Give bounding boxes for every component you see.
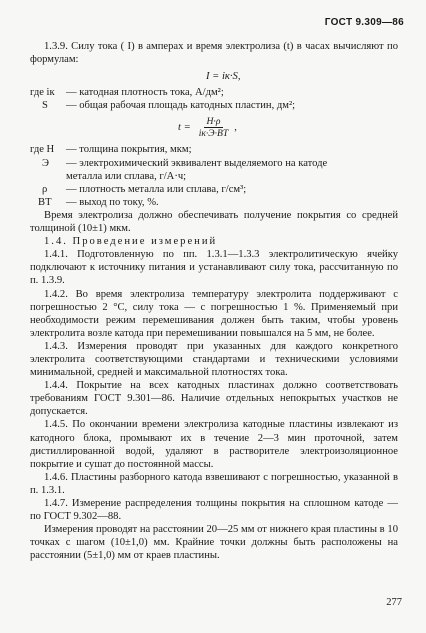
paragraph-1-4-1: 1.4.1. Подготовленную по пп. 1.3.1—1.3.3 электролитическую ячейку подключают к источнику питания и устанавливают силу тока, рассчитанную по п. 1.3.9. — [30, 249, 398, 287]
paragraph-1-4-7: 1.4.7. Измерение распределения толщины покрытия на сплошном катоде — по ГОСТ 9.302—88. — [30, 498, 398, 523]
definition-term: где iк — [30, 87, 55, 99]
definition-term: Э — [42, 157, 49, 169]
definition-text: — толщина покрытия, мкм; — [66, 144, 192, 156]
formula-time-tail: , — [234, 122, 237, 134]
formula-time-denominator: iк·Э·BT — [198, 128, 229, 140]
definition-term: ρ — [42, 183, 48, 195]
formula-time-lhs: t = — [178, 122, 191, 134]
definition-term: BT — [38, 196, 52, 208]
definition-row — [30, 170, 398, 183]
paragraph-1-4-5: 1.4.5. По окончании времени электролиза катодные пластины извлекают из катодного блока, промывают их в течение 2—3 мин проточной, затем дистиллированной водой, удаляют в растворителе электроизоляционное покрытие и сушат до постоянной массы. — [30, 419, 398, 470]
definition-text: — катодная плотность тока, А/дм²; — [66, 87, 224, 99]
definition-row — [30, 86, 398, 99]
definition-row — [30, 196, 398, 209]
definition-text: — электрохимический эквивалент выделяемого на катоде — [66, 157, 328, 169]
paragraph-1-4-4: 1.4.4. Покрытие на всех катодных пластинах должно соответствовать требованиям ГОСТ 9.301—86. Наличие отдельных непокрытых участков не допускается. — [30, 380, 398, 418]
page-header: ГОСТ 9.309—86 — [324, 17, 404, 28]
paragraph-1-3-9: 1.3.9. Силу тока ( I) в амперах и время электролиза (t) в часах вычисляют по формулам: — [30, 41, 398, 66]
definition-row — [30, 183, 398, 196]
definition-text: — выход по току, %. — [66, 196, 159, 208]
paragraph-1-4-2: 1.4.2. Во время электролиза температуру электролита поддерживают с погрешностью 2 °С, силу тока — с погрешностью 1 %. Применяемый при необходимости режим перемешивания должен быть таким, чтобы уровень электролита возле катода при перемешивании повышался на 5 мм, не более. — [30, 288, 398, 339]
formula-time-numerator: H·ρ — [204, 116, 224, 128]
paragraph-electrolysis-time: Время электролиза должно обеспечивать получение покрытия со средней толщиной (10±1) мкм. — [30, 209, 398, 235]
definition-term: S — [42, 100, 48, 112]
formula-time-fraction — [199, 116, 228, 139]
page-body — [30, 40, 398, 562]
definition-text: металла или сплава, г/А·ч; — [66, 170, 187, 182]
formula-time — [30, 116, 398, 139]
paragraph-measurement-points: Измерения проводят на расстоянии 20—25 мм от нижнего края пластины в 10 точках с шагом (10±1,0) мм. Крайние точки должны быть расположены на расстоянии (5±1,0) мм от краев пластины. — [30, 524, 398, 562]
definition-row — [30, 99, 398, 112]
definition-text: — общая рабочая площадь катодных пластин, дм²; — [66, 100, 296, 112]
section-heading-1-4: 1.4. Проведение измерений — [44, 236, 218, 248]
definition-row — [30, 157, 398, 170]
formula-current: I = iк·S, — [206, 71, 241, 83]
paragraph-1-4-3: 1.4.3. Измерения проводят при указанных для каждого конкретного электролита соответствующими стандартами и техническими условиями минимальной, средней и максимальной плотностях тока. — [30, 340, 398, 379]
page-number: 277 — [386, 597, 402, 608]
definition-row — [30, 143, 398, 156]
definition-term: где H — [30, 144, 55, 156]
definition-text: — плотность металла или сплава, г/см³; — [66, 183, 247, 195]
paragraph-1-4-6: 1.4.6. Пластины разборного катода взвешивают с погрешностью, указанной в п. 1.3.1. — [30, 471, 398, 496]
